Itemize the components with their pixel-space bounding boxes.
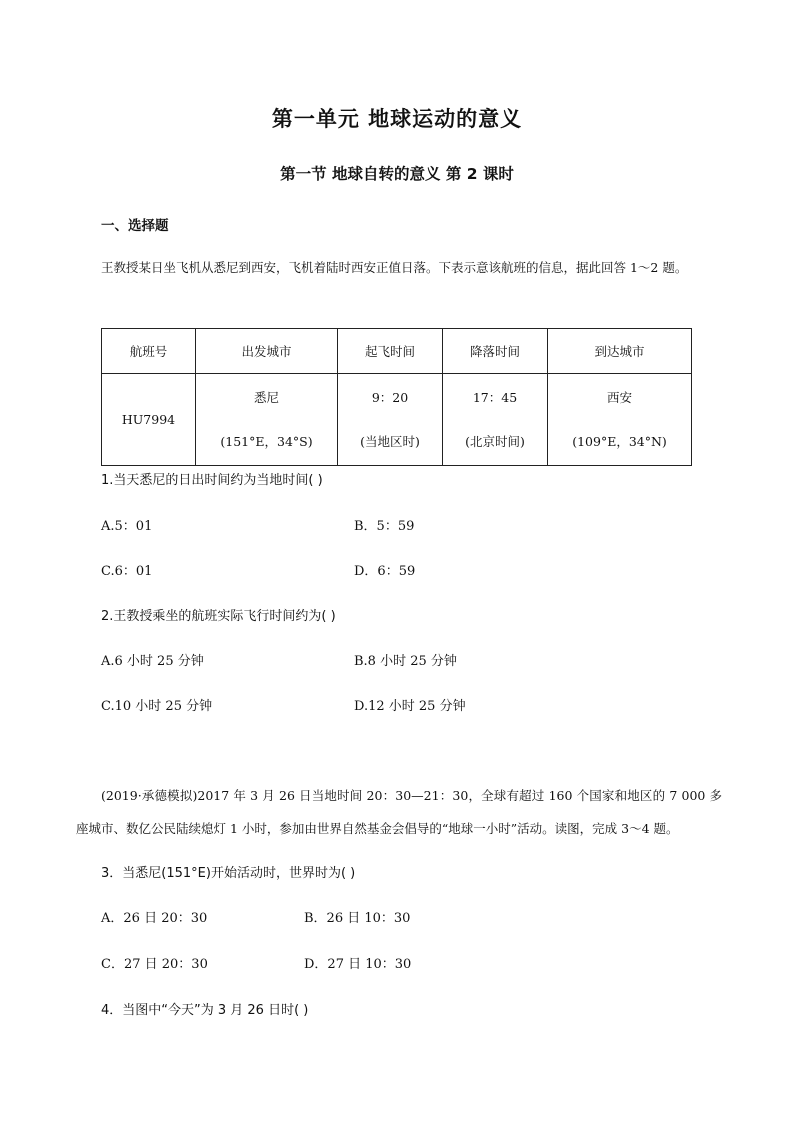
question-1-option-b: B．5：59: [354, 519, 415, 534]
question-3-stem: 3．当悉尼(151°E)开始活动时，世界时为( ): [101, 866, 356, 881]
unit-title: 第一单元 地球运动的意义: [271, 107, 523, 131]
landing-time-value: 17：45: [472, 389, 518, 405]
flight-number: HU7994: [121, 411, 176, 427]
takeoff-time-note: (当地区时): [360, 433, 420, 449]
header-arrive-city: 到达城市: [548, 329, 692, 374]
question-1-option-c: C.6：01: [101, 564, 153, 579]
cell-depart-city: [196, 374, 338, 466]
passage-earth-hour: (2019·承德模拟)2017 年 3 月 26 日当地时间 20：30—21：30，全球有超过 160 个国家和地区的 7 000 多座城市、数亿公民陆续熄灯 1 小时，参加由世界自然基金会倡导的“地球一小时”活动。读图，完成 3～4 题。: [76, 788, 722, 836]
header-landing-time: 降落时间: [443, 329, 548, 374]
landing-time-note: (北京时间): [465, 433, 525, 449]
lesson-title: 第一节 地球自转的意义 第 2 课时: [280, 165, 514, 183]
question-3-option-a: A．26 日 20：30: [101, 911, 208, 926]
takeoff-time-value: 9：20: [371, 389, 409, 405]
question-2-option-c: C.10 小时 25 分钟: [101, 699, 213, 714]
passage-flight-intro: 王教授某日坐飞机从悉尼到西安，飞机着陆时西安正值日落。下表示意该航班的信息，据此回答 1～2 题。: [101, 260, 688, 275]
question-3-option-d: D．27 日 10：30: [304, 957, 412, 972]
question-3-option-b: B．26 日 10：30: [304, 911, 411, 926]
header-takeoff-time: 起飞时间: [338, 329, 443, 374]
question-2-option-a: A.6 小时 25 分钟: [101, 654, 204, 669]
question-2-stem: 2.王教授乘坐的航班实际飞行时间约为( ): [101, 609, 336, 624]
question-3-option-c: C．27 日 20：30: [101, 957, 208, 972]
arrive-city-coord: (109°E，34°N): [572, 433, 667, 449]
question-2-option-d: D.12 小时 25 分钟: [354, 699, 466, 714]
section-heading: 一、选择题: [101, 218, 169, 234]
cell-flight-no: [102, 374, 196, 466]
table-header-row: [102, 329, 692, 374]
depart-city-coord: (151°E，34°S): [220, 433, 313, 449]
cell-landing-time: [443, 374, 548, 466]
cell-arrive-city: [548, 374, 692, 466]
header-flight-no: 航班号: [102, 329, 196, 374]
question-4-stem: 4．当图中“今天”为 3 月 26 日时( ): [101, 1003, 309, 1018]
header-depart-city: 出发城市: [196, 329, 338, 374]
cell-takeoff-time: [338, 374, 443, 466]
flight-info-table: [101, 328, 692, 466]
table-row: [102, 374, 692, 466]
question-1-option-a: A.5：01: [101, 519, 153, 534]
question-1-stem: 1.当天悉尼的日出时间约为当地时间( ): [101, 473, 323, 488]
question-2-option-b: B.8 小时 25 分钟: [354, 654, 457, 669]
arrive-city-name: 西安: [606, 389, 632, 405]
question-1-option-d: D．6：59: [354, 564, 416, 579]
depart-city-name: 悉尼: [253, 389, 279, 405]
